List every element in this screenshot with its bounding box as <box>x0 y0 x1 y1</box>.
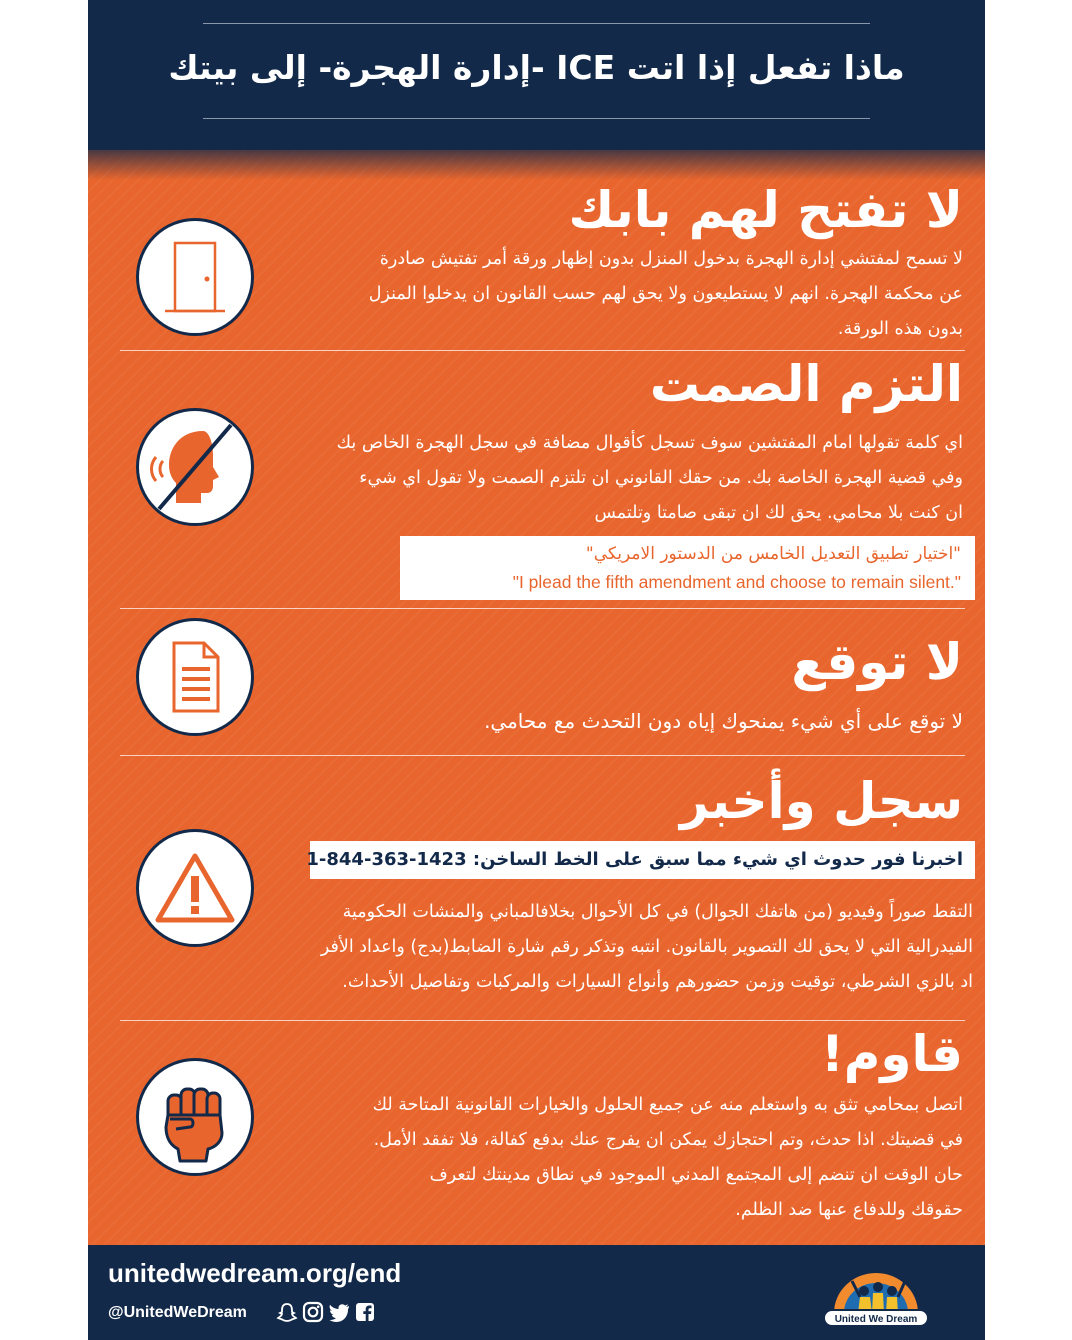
section-divider <box>120 1020 965 1021</box>
united-we-dream-logo <box>820 1265 932 1329</box>
website-link[interactable]: unitedwedream.org/end <box>108 1258 402 1288</box>
section-divider <box>120 608 965 609</box>
body-line: اي كلمة تقولها امام المفتشين سوف تسجل كأقوال مضافة في سجل الهجرة الخاص بك <box>336 433 963 453</box>
section-heading: قاوم! <box>820 1025 963 1083</box>
section-divider <box>120 755 965 756</box>
section-body <box>273 426 963 531</box>
section-body <box>273 704 963 739</box>
body-line: حان الوقت ان تنضم إلى المجتمع المدني الموجود في نطاق مدينتك لتعرف <box>429 1165 963 1185</box>
page-title: ماذا تفعل إذا اتت ICE -إدارة الهجرة- إلى بيتك <box>168 48 905 87</box>
header-banner <box>88 0 985 150</box>
body-line: بدون هذه الورقة. <box>837 319 963 339</box>
raised-fist-icon <box>136 1058 254 1176</box>
social-icons <box>276 1301 376 1323</box>
body-line: وفي قضية الهجرة الخاصة بك. من حقك القانوني ان تلتزم الصمت ولا تقول اي شيء <box>359 468 963 488</box>
hotline-box: اخبرنا فور حدوث اي شيء مما سبق على الخط الساخن: 1423-363-844-1 <box>310 841 975 879</box>
logo-text: United We Dream <box>834 1314 918 1325</box>
section-body <box>273 242 963 347</box>
quote-english: "I plead the fifth amendment and choose to remain silent." <box>512 572 961 592</box>
door-icon <box>136 218 254 336</box>
fifth-amendment-quote <box>400 536 975 600</box>
body-line: في قضيتك. اذا حدث، وتم احتجازك يمكن ان يفرج عنك بدفع كفالة، فلا تفقد الأمل. <box>373 1130 963 1150</box>
header-rule-top <box>203 23 870 24</box>
instagram-icon[interactable] <box>302 1301 324 1323</box>
section-heading: سجل وأخبر <box>679 772 963 830</box>
body-line: لا توقع على أي شيء يمنحوك إياه دون التحدث مع محامي. <box>484 709 963 733</box>
section-heading: التزم الصمت <box>649 355 963 413</box>
facebook-icon[interactable] <box>354 1301 376 1323</box>
body-line: الفيدرالية التي لا يحق لك التصوير بالقانون. انتبه وتذكر رقم شارة الضابط(بدج) واعداد الأفر <box>320 937 973 957</box>
section-body <box>273 1088 963 1228</box>
footer <box>88 1245 985 1340</box>
body-line: التقط صوراً وفيديو (من هاتفك الجوال) في كل الأحوال بخلافالمباني والمنشات الحكومية <box>342 902 973 922</box>
social-handle[interactable]: @UnitedWeDream <box>108 1304 247 1321</box>
document-icon <box>136 618 254 736</box>
snapchat-icon[interactable] <box>276 1301 298 1323</box>
section-body <box>253 895 973 1000</box>
warning-icon <box>136 829 254 947</box>
body-line: اد بالزي الشرطي، توقيت وزمن حضورهم وأنواع السيارات والمركبات وتفاصيل الأحداث. <box>342 972 973 992</box>
header-rule-bottom <box>203 118 870 119</box>
section-heading: لا تفتح لهم بابك <box>568 181 963 239</box>
body-line: عن محكمة الهجرة. انهم لا يستطيعون ولا يحق لهم حسب القانون ان يدخلوا المنزل <box>368 284 963 304</box>
body-line: اتصل بمحامي تثق به واستعلم منه عن جميع الحلول والخيارات القانونية المتاحة لك <box>372 1095 963 1115</box>
poster <box>88 0 985 1340</box>
twitter-icon[interactable] <box>328 1301 350 1323</box>
body-line: حقوقك وللدفاع عنها ضد الظلم. <box>735 1200 963 1220</box>
section-heading: لا توقع <box>791 633 963 691</box>
section-divider <box>120 350 965 351</box>
body-line: لا تسمح لمفتشي إدارة الهجرة بدخول المنزل بدون إظهار ورقة أمر تفتيش صادرة <box>379 249 963 269</box>
quote-arabic: "اختيار تطبيق التعديل الخامس من الدستور الامريكي" <box>585 544 961 564</box>
body-line: ان كنت بلا محامي. يحق لك ان تبقى صامتا وتلتمس <box>594 503 963 523</box>
no-speaking-icon <box>136 408 254 526</box>
header-shadow <box>88 150 985 180</box>
